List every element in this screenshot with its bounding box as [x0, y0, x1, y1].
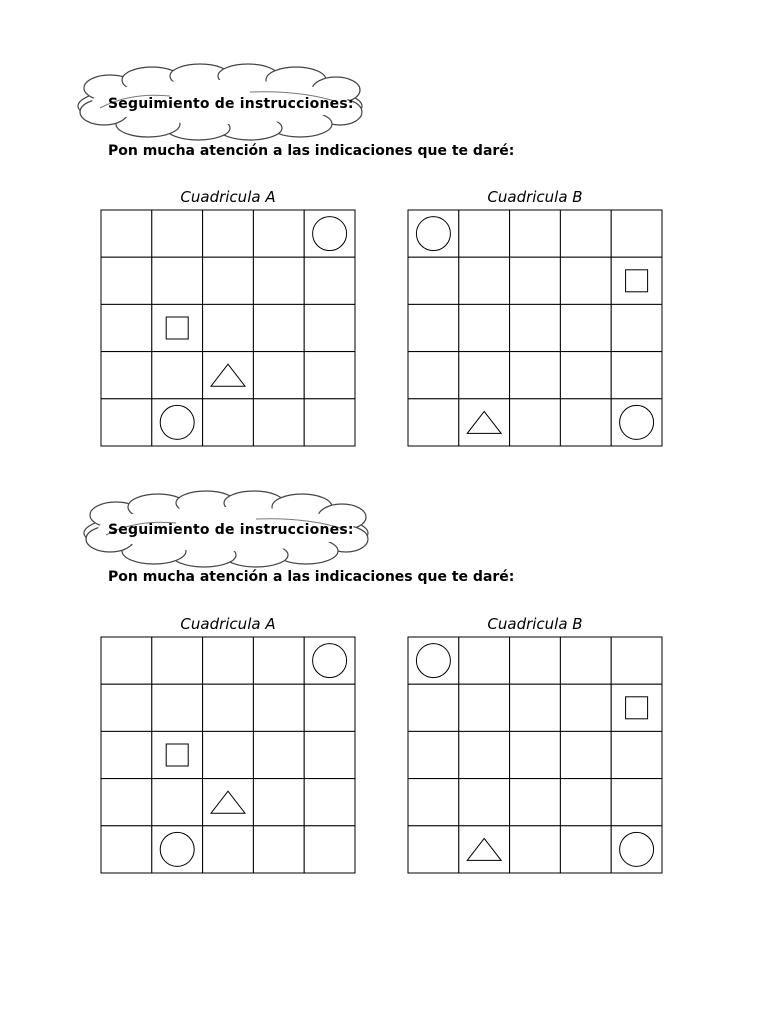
- grid-cell: [203, 731, 254, 778]
- grid-cell: [203, 257, 254, 304]
- instruction-text: Pon mucha atención a las indicaciones que te daré:: [108, 143, 515, 159]
- grid-cell: [101, 352, 152, 399]
- circle-shape: [313, 217, 347, 251]
- circle-shape: [160, 832, 194, 866]
- grid-cell: [408, 731, 459, 778]
- grid-cell: [253, 210, 304, 257]
- grid-cell: [408, 257, 459, 304]
- grid-cell: [152, 257, 203, 304]
- grid-cell: [203, 210, 254, 257]
- grid-cell: [408, 826, 459, 873]
- grid-cell: [510, 210, 561, 257]
- grid-cell: [408, 779, 459, 826]
- grid-b-svg: [407, 636, 663, 874]
- section-heading: Seguimiento de instrucciones:: [108, 96, 354, 112]
- circle-shape: [416, 217, 450, 251]
- circle-shape: [313, 644, 347, 678]
- grid-cell: [101, 684, 152, 731]
- grid-cell: [510, 826, 561, 873]
- grid-cell: [304, 684, 355, 731]
- grid-b: [407, 209, 663, 447]
- grid-cell: [101, 257, 152, 304]
- grid-cell: [101, 304, 152, 351]
- grid-cell: [101, 210, 152, 257]
- worksheet-section-1: [0, 0, 768, 440]
- grid-cell: [560, 257, 611, 304]
- grid-cell: [510, 684, 561, 731]
- grid-cell: [203, 637, 254, 684]
- grid-cell: [459, 257, 510, 304]
- grid-cell: [253, 779, 304, 826]
- grid-cell: [408, 304, 459, 351]
- grid-cell: [304, 304, 355, 351]
- grid-cell: [459, 304, 510, 351]
- grid-cell: [152, 352, 203, 399]
- grid-a-title: Cuadricula A: [180, 188, 276, 206]
- grid-cell: [253, 731, 304, 778]
- grid-cell: [560, 352, 611, 399]
- grid-cell: [510, 352, 561, 399]
- grid-cell: [611, 304, 662, 351]
- grid-a: [100, 636, 356, 874]
- grid-b: [407, 636, 663, 874]
- worksheet-section-2: [0, 427, 768, 867]
- grid-cell: [611, 731, 662, 778]
- grid-cell: [152, 779, 203, 826]
- circle-shape: [416, 644, 450, 678]
- grid-cell: [304, 779, 355, 826]
- grid-a-svg: [100, 636, 356, 874]
- grid-b-svg: [407, 209, 663, 447]
- grid-cell: [253, 304, 304, 351]
- grid-cell: [152, 684, 203, 731]
- instruction-text: Pon mucha atención a las indicaciones que te daré:: [108, 569, 515, 585]
- grid-cell: [253, 826, 304, 873]
- grid-cell: [611, 352, 662, 399]
- grid-cell: [510, 731, 561, 778]
- square-shape: [626, 270, 648, 292]
- grid-cell: [510, 637, 561, 684]
- grid-cell: [560, 210, 611, 257]
- grid-cell: [560, 779, 611, 826]
- grid-cell: [459, 731, 510, 778]
- grid-cell: [304, 352, 355, 399]
- grid-a: [100, 209, 356, 447]
- section-heading: Seguimiento de instrucciones:: [108, 522, 354, 538]
- grid-cell: [203, 304, 254, 351]
- square-shape: [166, 744, 188, 766]
- grid-cell: [253, 257, 304, 304]
- grid-cell: [560, 731, 611, 778]
- grid-cell: [611, 210, 662, 257]
- grid-cell: [203, 684, 254, 731]
- grid-cell: [459, 352, 510, 399]
- grid-cell: [510, 257, 561, 304]
- grid-cell: [510, 779, 561, 826]
- square-shape: [626, 697, 648, 719]
- grid-cell: [101, 731, 152, 778]
- grid-cell: [152, 637, 203, 684]
- grid-cell: [459, 684, 510, 731]
- grid-cell: [253, 684, 304, 731]
- grid-cell: [304, 731, 355, 778]
- grid-cell: [101, 779, 152, 826]
- grid-a-svg: [100, 209, 356, 447]
- grid-cell: [304, 257, 355, 304]
- grid-cell: [459, 779, 510, 826]
- grid-cell: [408, 352, 459, 399]
- grid-cell: [408, 684, 459, 731]
- grid-cell: [560, 684, 611, 731]
- grid-b-title: Cuadricula B: [487, 188, 583, 206]
- grid-cell: [253, 352, 304, 399]
- grid-cell: [101, 826, 152, 873]
- grid-cell: [203, 826, 254, 873]
- grid-a-title: Cuadricula A: [180, 615, 276, 633]
- grid-cell: [253, 637, 304, 684]
- grid-cell: [560, 826, 611, 873]
- grid-cell: [101, 637, 152, 684]
- grid-cell: [304, 826, 355, 873]
- grid-cell: [560, 304, 611, 351]
- grid-cell: [459, 637, 510, 684]
- grid-cell: [510, 304, 561, 351]
- square-shape: [166, 317, 188, 339]
- circle-shape: [620, 832, 654, 866]
- grid-cell: [560, 637, 611, 684]
- grid-b-title: Cuadricula B: [487, 615, 583, 633]
- grid-cell: [152, 210, 203, 257]
- grid-cell: [611, 779, 662, 826]
- grid-cell: [459, 210, 510, 257]
- grid-cell: [611, 637, 662, 684]
